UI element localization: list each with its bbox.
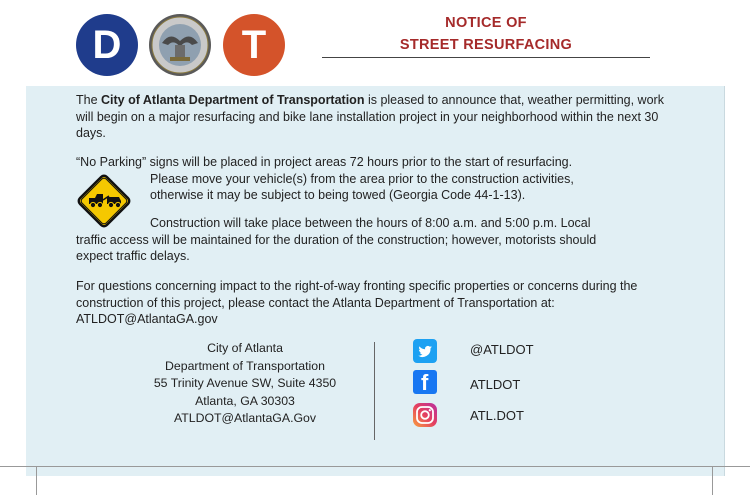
footer-tick-right [712, 466, 713, 495]
instagram-icon[interactable] [413, 403, 437, 427]
transit-logo-letter: T [241, 23, 267, 67]
transit-logo [223, 14, 285, 76]
notice-title-line1: NOTICE OF [445, 15, 527, 31]
header [0, 0, 750, 86]
intro-department-name: City of Atlanta Department of Transportation [101, 93, 365, 107]
hours-line1: Construction will take place between the hours of 8:00 a.m. and 5:00 p.m. Local [150, 216, 591, 230]
construction-hours-paragraph [76, 215, 676, 265]
facebook-icon[interactable] [413, 370, 437, 394]
intro-paragraph [76, 92, 676, 142]
dot-logo-letter: D [92, 23, 122, 67]
title-underline [322, 57, 650, 58]
questions-paragraph: For questions concerning impact to the right-of-way fronting specific properties or concerns during the construction of this project, please contact the Atlanta Department of Transportation at: ATLDOT@AtlantaGA.gov [76, 279, 638, 326]
city-seal-icon [148, 13, 212, 77]
parking-line2: Please move your vehicle(s) from the area prior to the construction activities, [150, 171, 574, 186]
twitter-bird-glyph [413, 339, 437, 363]
contact-address-block [130, 340, 360, 428]
contact-divider [374, 342, 375, 440]
notice-title-line2: STREET RESURFACING [399, 37, 573, 53]
intro-prefix: The [76, 93, 102, 107]
instagram-camera-glyph [413, 403, 437, 427]
parking-line3: otherwise it may be subject to being towed (Georgia Code 44-1-13). [150, 188, 526, 202]
parking-paragraph [76, 154, 676, 204]
contact-street: 55 Trinity Avenue SW, Suite 4350 [153, 376, 337, 390]
contact-department: Department of Transportation [165, 358, 325, 373]
hours-line2: traffic access will be maintained for the duration of the construction; however, motorists should [76, 232, 597, 247]
panel-edge [724, 86, 725, 476]
twitter-icon[interactable] [413, 339, 437, 363]
facebook-handle[interactable]: ATLDOT [470, 377, 521, 392]
footer-line [0, 466, 750, 467]
notice-title [322, 12, 650, 56]
parking-line1: “No Parking” signs will be placed in project areas 72 hours prior to the start of resurfacing. [76, 155, 573, 169]
twitter-handle[interactable]: @ATLDOT [470, 342, 534, 357]
hours-line3: expect traffic delays. [76, 249, 190, 263]
intro-rest: is pleased to announce that, weather permitting, work will begin on a major resurfacing and bike lane installation project in your neighborhood within the next 30 days. [76, 93, 664, 140]
facebook-f-glyph: f [421, 370, 429, 395]
contact-city: Atlanta, GA 30303 [195, 393, 295, 408]
dot-logo [76, 14, 138, 76]
footer-tick-left [36, 466, 37, 495]
contact-email[interactable]: ATLDOT@AtlantaGA.Gov [173, 411, 317, 425]
instagram-handle[interactable]: ATL.DOT [470, 408, 524, 423]
contact-org: City of Atlanta [207, 341, 283, 355]
